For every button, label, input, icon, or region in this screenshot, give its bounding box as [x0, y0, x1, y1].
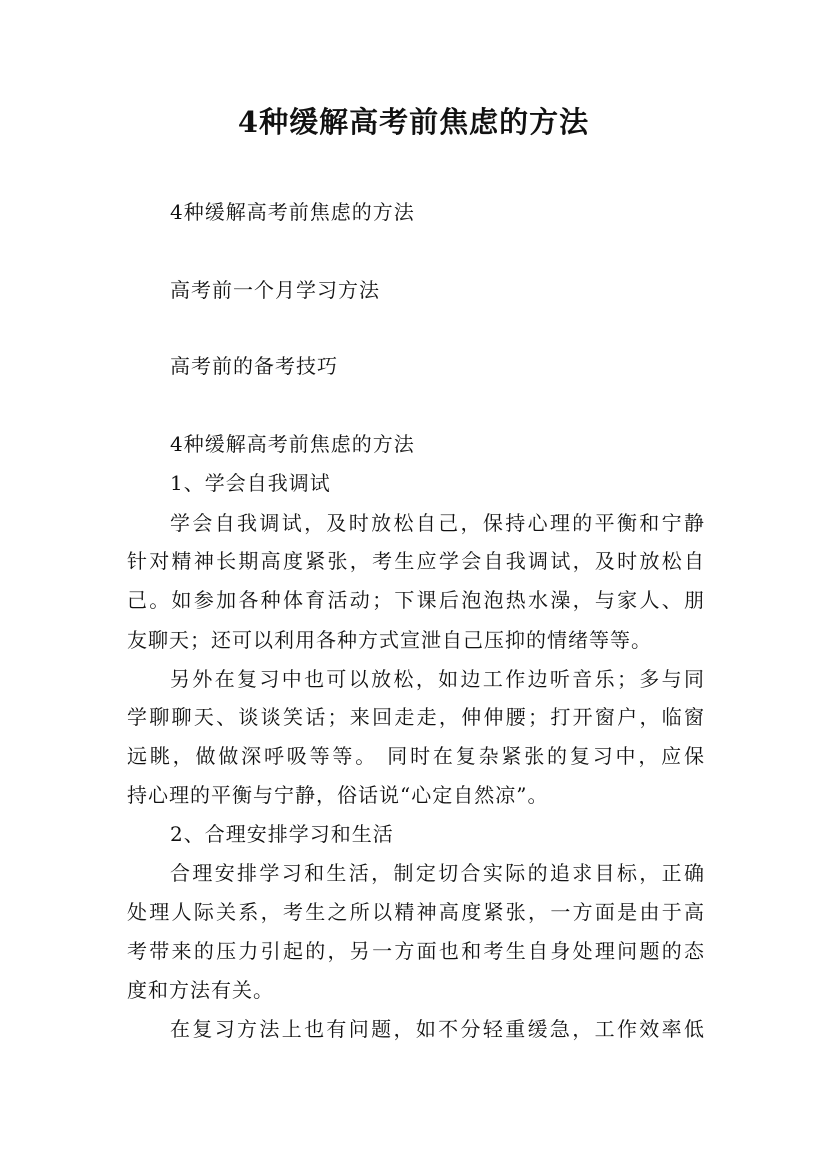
paragraph-line: 处理人际关系，考生之所以精神高度紧张，一方面是由于高	[127, 902, 705, 924]
toc-item: 4种缓解高考前焦虑的方法	[170, 200, 415, 224]
paragraph-line: 持心理的平衡与宁静，俗话说“心定自然凉”。	[127, 783, 549, 807]
paragraph-line: 另外在复习中也可以放松，如边工作边听音乐；多与同	[170, 669, 705, 691]
toc-item: 高考前的备考技巧	[170, 354, 338, 378]
paragraph-line: 友聊天；还可以利用各种方式宣泄自己压抑的情绪等等。	[127, 628, 652, 652]
paragraph-line: 学会自我调试，及时放松自己，保持心理的平衡和宁静	[170, 513, 705, 535]
paragraph-line: 考带来的压力引起的，另一方面也和考生自身处理问题的态	[127, 941, 705, 963]
item-heading-2: 2、合理安排学习和生活	[170, 822, 394, 846]
paragraph-line: 针对精神长期高度紧张，考生应学会自我调试，及时放松自	[127, 551, 705, 573]
paragraph-line: 学聊聊天、谈谈笑话；来回走走，伸伸腰；打开窗户，临窗	[127, 707, 705, 729]
paragraph-line: 度和方法有关。	[127, 978, 274, 1002]
item-heading-1: 1、学会自我调试	[170, 471, 331, 495]
paragraph-line: 在复习方法上也有问题，如不分轻重缓急，工作效率低	[170, 1019, 705, 1041]
paragraph-line: 合理安排学习和生活，制定切合实际的追求目标，正确	[170, 863, 705, 885]
paragraph-line: 远眺，做做深呼吸等等。 同时在复杂紧张的复习中，应保	[127, 746, 705, 768]
paragraph-line: 己。如参加各种体育活动；下课后泡泡热水澡，与家人、朋	[127, 590, 705, 612]
page-title: 4种缓解高考前焦虑的方法	[237, 105, 590, 139]
toc-item: 高考前一个月学习方法	[170, 278, 380, 302]
section-heading: 4种缓解高考前焦虑的方法	[170, 432, 415, 456]
